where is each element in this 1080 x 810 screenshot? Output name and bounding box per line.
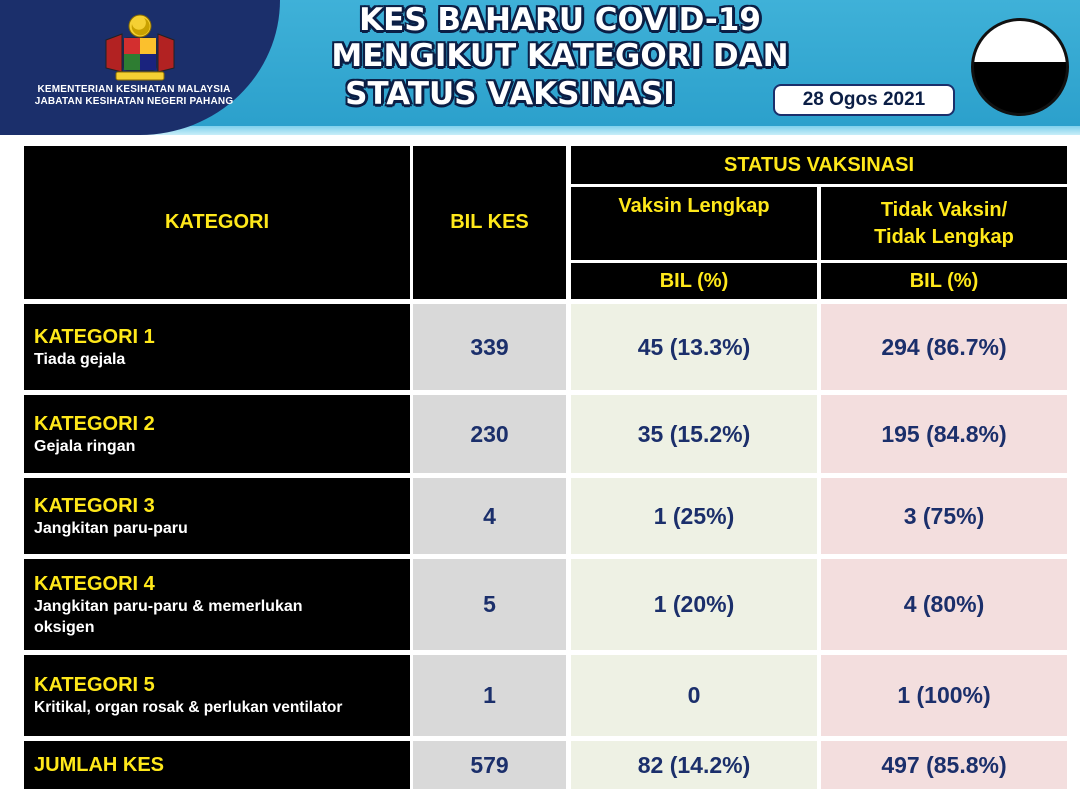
kategori-name: KATEGORI 5 bbox=[34, 674, 155, 696]
table-row-label bbox=[24, 395, 410, 473]
kategori-desc: Gejala ringan bbox=[34, 437, 136, 455]
vaksin-lengkap-value: 45 (13.3%) bbox=[571, 304, 817, 390]
department-name: JABATAN KESIHATAN NEGERI PAHANG bbox=[34, 96, 234, 107]
kategori-desc: Tiada gejala bbox=[34, 350, 126, 368]
total-vaksin-lengkap: 82 (14.2%) bbox=[571, 741, 817, 789]
total-tidak-vaksin: 497 (85.8%) bbox=[821, 741, 1067, 789]
kategori-name: KATEGORI 3 bbox=[34, 494, 155, 517]
bil-kes-value: 1 bbox=[413, 655, 566, 736]
tidak-vaksin-value: 195 (84.8%) bbox=[821, 395, 1067, 473]
page-title-line2: MENGIKUT KATEGORI DAN bbox=[331, 38, 789, 74]
date-badge: 28 Ogos 2021 bbox=[773, 84, 955, 116]
kategori-desc: Jangkitan paru-paru & memerlukan oksigen bbox=[34, 597, 303, 636]
kategori-desc: Jangkitan paru-paru bbox=[34, 519, 188, 537]
phase-circle-icon bbox=[971, 18, 1069, 116]
header-status-vaksinasi: STATUS VAKSINASI bbox=[571, 146, 1067, 184]
header-tidak-vaksin-line1: Tidak Vaksin/ bbox=[880, 198, 1008, 221]
page-title-line1: KES BAHARU COVID-19 bbox=[359, 2, 761, 38]
header-kategori: KATEGORI bbox=[24, 146, 410, 299]
table-row-label bbox=[24, 478, 410, 554]
bil-kes-value: 5 bbox=[413, 559, 566, 650]
subheader-bil-tidak: BIL (%) bbox=[821, 263, 1067, 299]
coat-of-arms-icon bbox=[92, 10, 188, 84]
header-bil-kes: BIL KES bbox=[413, 146, 566, 299]
header-vaksin-lengkap-label: Vaksin Lengkap bbox=[618, 195, 770, 217]
total-label: JUMLAH KES bbox=[24, 741, 410, 789]
header-tidak-vaksin bbox=[821, 187, 1067, 260]
header-tidak-vaksin-line2: Tidak Lengkap bbox=[874, 225, 1014, 248]
vaksin-lengkap-value: 1 (20%) bbox=[571, 559, 817, 650]
tidak-vaksin-value: 3 (75%) bbox=[821, 478, 1067, 554]
tidak-vaksin-value: 1 (100%) bbox=[821, 655, 1067, 736]
table-row-label bbox=[24, 304, 410, 390]
table-row-label bbox=[24, 655, 410, 736]
vaksin-lengkap-value: 35 (15.2%) bbox=[571, 395, 817, 473]
bil-kes-value: 4 bbox=[413, 478, 566, 554]
vaksin-lengkap-value: 1 (25%) bbox=[571, 478, 817, 554]
kategori-desc: Kritikal, organ rosak & perlukan ventilator bbox=[34, 699, 343, 716]
tidak-vaksin-value: 4 (80%) bbox=[821, 559, 1067, 650]
bil-kes-value: 339 bbox=[413, 304, 566, 390]
ministry-name: KEMENTERIAN KESIHATAN MALAYSIA bbox=[37, 84, 231, 95]
vaksin-lengkap-value: 0 bbox=[571, 655, 817, 736]
kategori-name: KATEGORI 1 bbox=[34, 325, 155, 348]
page-title-line3: STATUS VAKSINASI bbox=[345, 76, 675, 112]
kategori-name: KATEGORI 2 bbox=[34, 412, 155, 435]
header-vaksin-lengkap bbox=[571, 187, 817, 260]
table-row-label bbox=[24, 559, 410, 650]
tidak-vaksin-value: 294 (86.7%) bbox=[821, 304, 1067, 390]
total-bil-kes: 579 bbox=[413, 741, 566, 789]
bil-kes-value: 230 bbox=[413, 395, 566, 473]
subheader-bil-lengkap: BIL (%) bbox=[571, 263, 817, 299]
kategori-name: KATEGORI 4 bbox=[34, 572, 155, 595]
